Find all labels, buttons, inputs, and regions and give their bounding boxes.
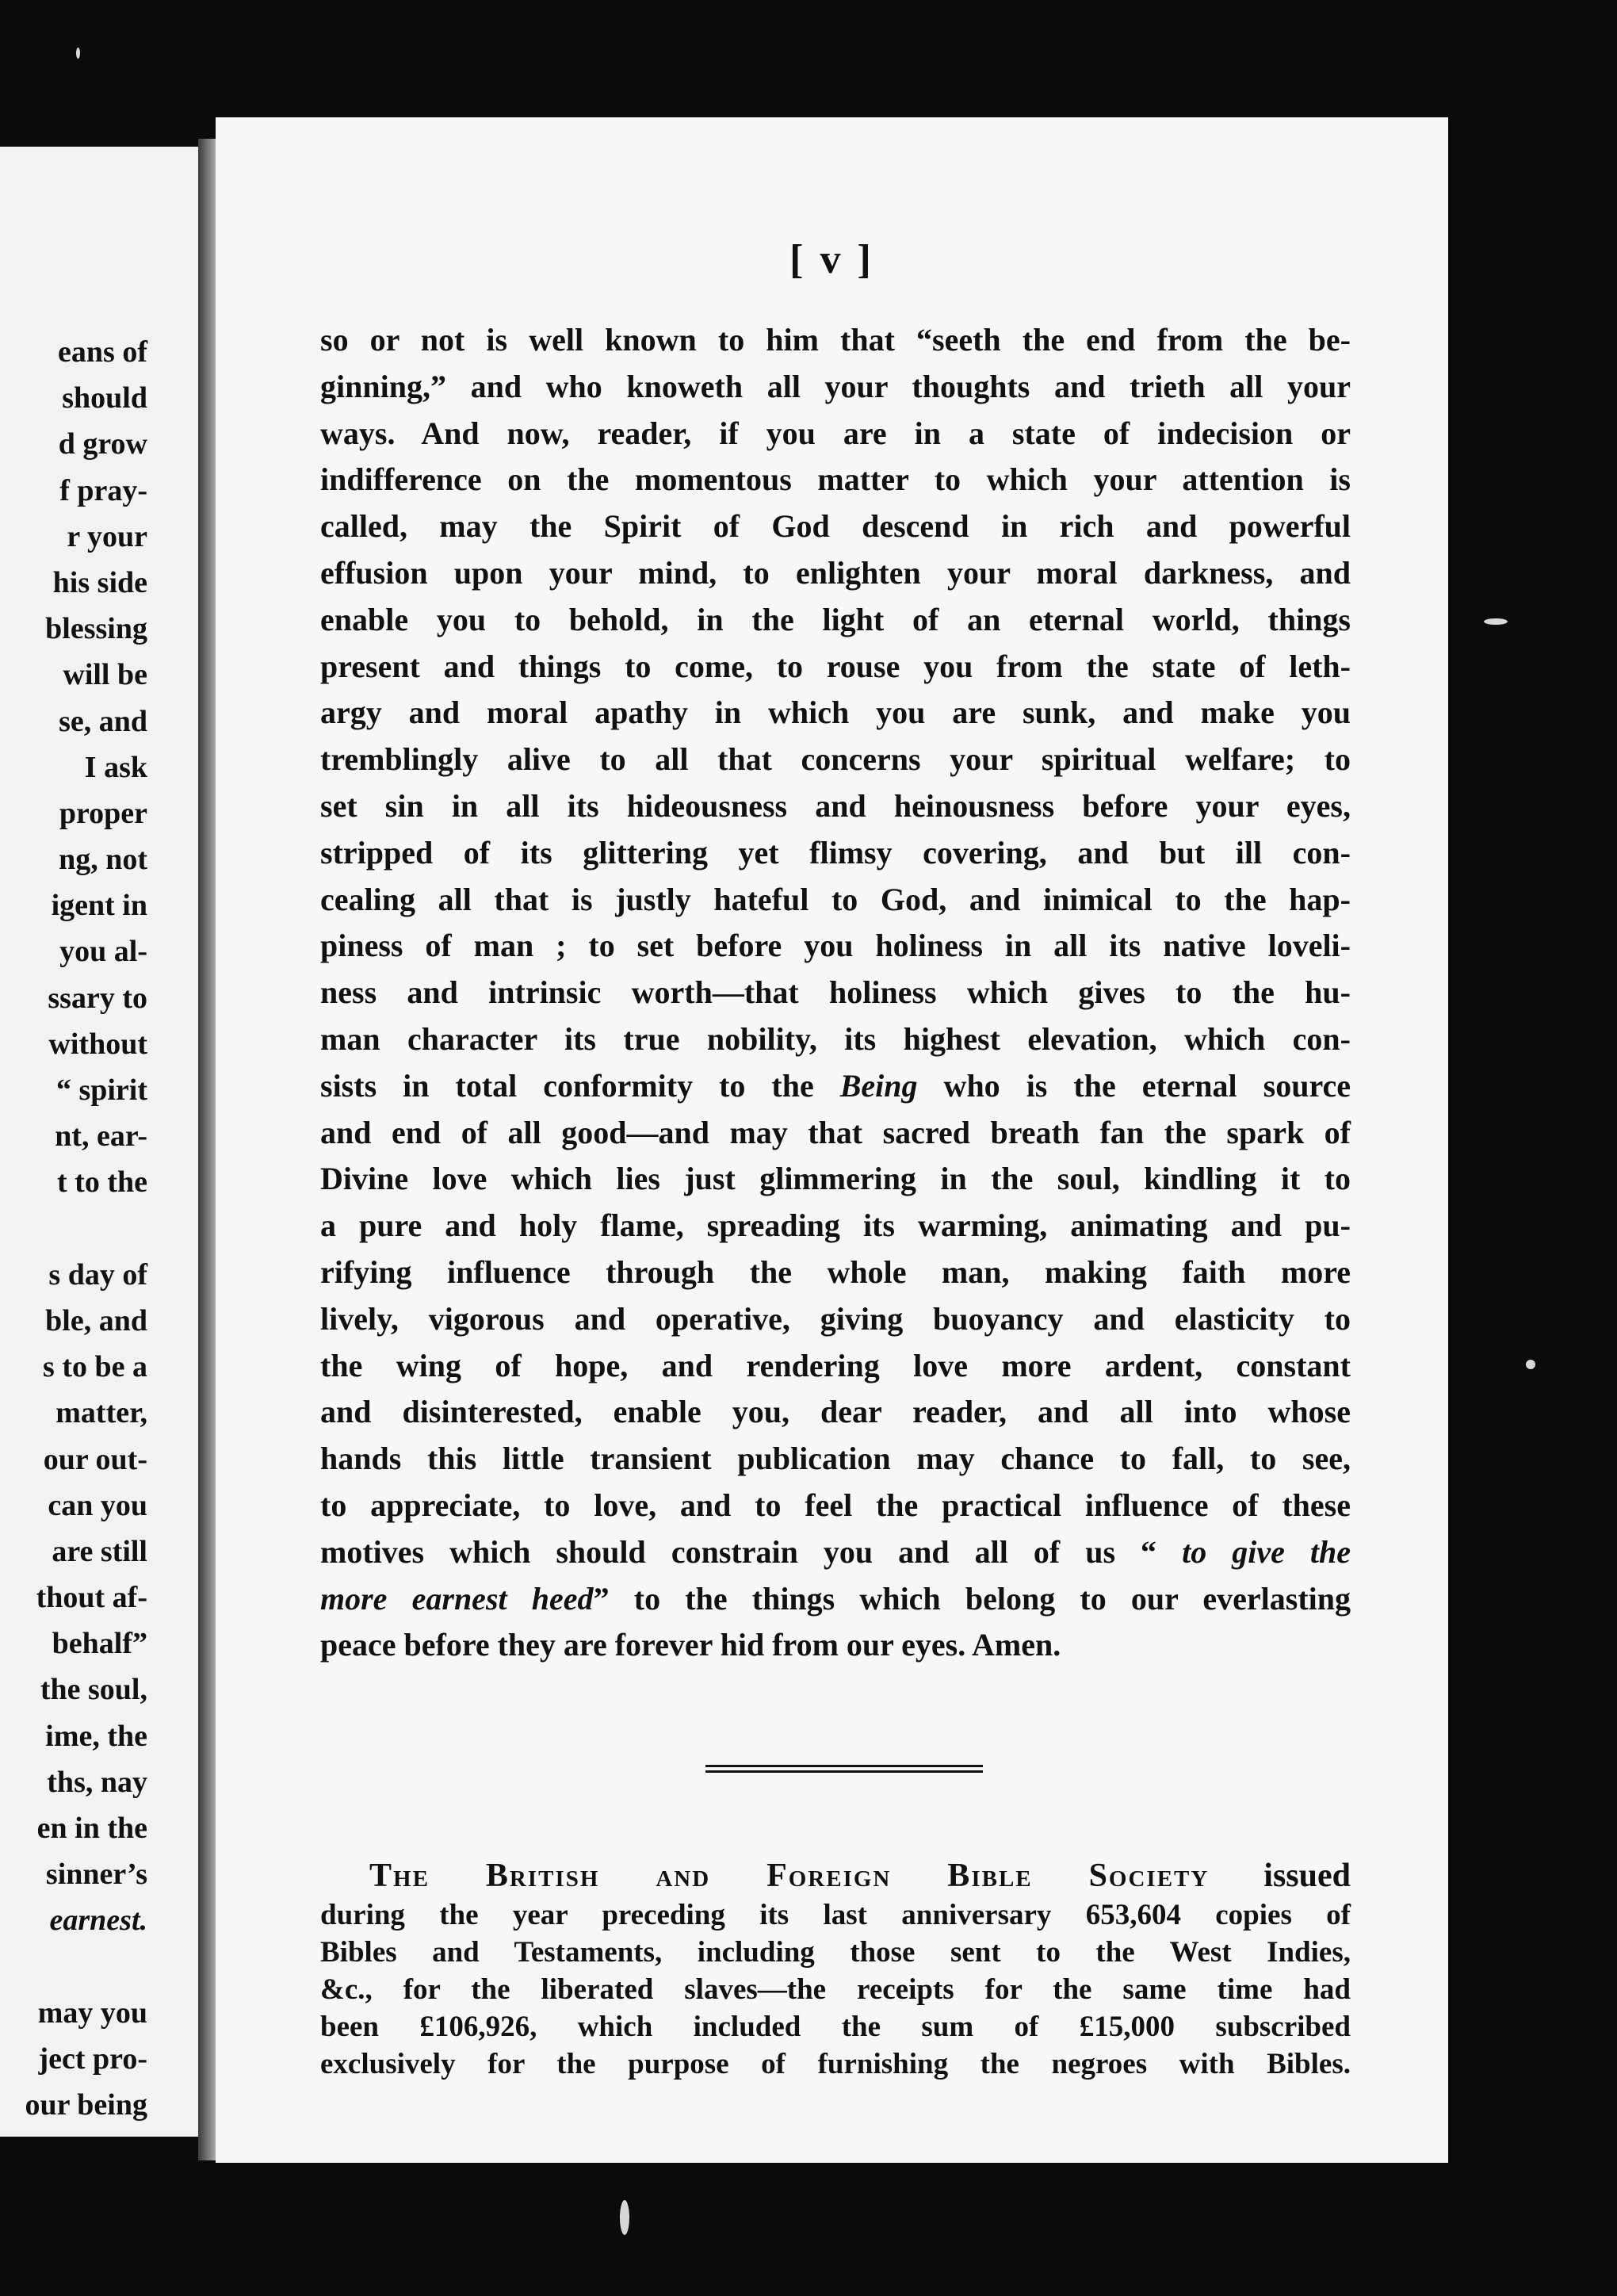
left-line: t to the (57, 1165, 147, 1200)
text-line: hands this little transient publication may chance to fall, to see, (320, 1441, 1351, 1477)
text-line: man character its true nobility, its highest elevation, which con- (320, 1020, 1351, 1057)
left-line: matter, (55, 1396, 147, 1430)
text-segment: who is the eternal source (917, 1067, 1351, 1104)
text-line: rifying influence through the whole man, making faith more (320, 1253, 1351, 1290)
dust-speck (76, 48, 80, 59)
text-segment: motives which should constrain you and all of us “ (320, 1533, 1183, 1570)
text-line: ness and intrinsic worth—that holiness which gives to the hu- (320, 974, 1351, 1011)
left-line-blank (0, 1944, 147, 1990)
page-number: [ v ] (789, 237, 874, 282)
text-line (320, 1063, 1351, 1110)
notice-line: Bibles and Testaments, including those sent to the West Indies, (320, 1936, 1351, 1969)
left-line: will be (63, 658, 147, 692)
notice-line: exclusively for the purpose of furnishing the negroes with Bibles. (320, 2048, 1351, 2080)
left-line: sinner’s (45, 1858, 147, 1892)
left-line: you al- (59, 935, 147, 969)
right-page (216, 117, 1448, 2163)
italic-segment: to give the (1182, 1533, 1351, 1570)
left-line: behalf” (52, 1627, 147, 1661)
left-line: ssary to (48, 981, 147, 1015)
left-line: should (62, 381, 147, 415)
text-line: cealing all that is justly hateful to God, and inimical to the hap- (320, 881, 1351, 917)
left-line: I ask (84, 750, 147, 784)
left-line: ject pro- (38, 2042, 147, 2076)
notice-line: been £106,926, which included the sum of £15,000 subscribed (320, 2011, 1351, 2043)
text-line: set sin in all its hideousness and heinousness before your eyes, (320, 787, 1351, 824)
body-text (320, 317, 1351, 1669)
text-line: lively, vigorous and operative, giving buoyancy and elasticity to (320, 1300, 1351, 1337)
left-line: may you (37, 1996, 147, 2030)
text-line: argy and moral apathy in which you are sunk, and make you (320, 695, 1351, 731)
left-line: can you (48, 1488, 147, 1522)
left-line: the soul, (40, 1673, 147, 1707)
left-page-fragment (0, 147, 198, 2137)
text-line: ginning,” and who knoweth all your thoughts and trieth all your (320, 368, 1351, 404)
text-line: ways. And now, reader, if you are in a state of indecision or (320, 415, 1351, 451)
left-line: ths, nay (47, 1765, 147, 1799)
left-line: s day of (48, 1257, 147, 1292)
italic-segment: more earnest heed (320, 1580, 594, 1617)
left-page-text (0, 329, 147, 2128)
text-line: and end of all good—and may that sacred breath fan the spark of (320, 1114, 1351, 1150)
left-line: s to be a (43, 1350, 147, 1384)
text-line: stripped of its glittering yet flimsy covering, and but ill con- (320, 834, 1351, 871)
notice-line: &c., for the liberated slaves—the receipts for the same time had (320, 1973, 1351, 2006)
left-line: without (48, 1027, 147, 1061)
notice-line: during the year preceding its last anniversary 653,604 copies of (320, 1899, 1351, 1931)
left-line: earnest. (49, 1904, 147, 1938)
text-line: a pure and holy flame, spreading its warming, animating and pu- (320, 1207, 1351, 1244)
left-line: are still (52, 1534, 147, 1568)
left-line: ble, and (45, 1303, 147, 1337)
text-line: tremblingly alive to all that concerns your spiritual welfare; to (320, 741, 1351, 778)
notice-line (320, 1855, 1351, 1896)
left-line: igent in (51, 889, 147, 923)
dust-speck (1484, 618, 1508, 625)
dust-speck (1526, 1360, 1535, 1369)
left-line: our out- (43, 1442, 147, 1476)
left-line: nt, ear- (55, 1119, 147, 1154)
text-line: Divine love which lies just glimmering in the soul, kindling it to (320, 1161, 1351, 1197)
left-line: thout af- (36, 1581, 147, 1615)
notice-title-rest: issued (1209, 1858, 1351, 1894)
left-line: ime, the (45, 1719, 147, 1753)
text-segment: sists in total conformity to the (320, 1067, 840, 1104)
text-line: called, may the Spirit of God descend in rich and powerful (320, 508, 1351, 545)
text-line: and disinterested, enable you, dear reader, and all into whose (320, 1394, 1351, 1430)
left-line: en in the (36, 1812, 147, 1845)
bible-society-notice (320, 1855, 1351, 2083)
left-line: d grow (58, 427, 147, 461)
left-line: “ spirit (55, 1073, 147, 1107)
left-line: r your (67, 519, 147, 553)
text-line: enable you to behold, in the light of an eternal world, things (320, 601, 1351, 637)
text-line (320, 1576, 1351, 1623)
text-line: piness of man ; to set before you holiness in all its native loveli- (320, 928, 1351, 964)
left-line: his side (52, 565, 147, 599)
italic-segment: Being (839, 1067, 918, 1104)
text-line-last: peace before they are forever hid from our eyes. Amen. (320, 1627, 1061, 1663)
text-line: so or not is well known to him that “seeth the end from the be- (320, 322, 1351, 358)
text-line (320, 1529, 1351, 1576)
left-line: our being (25, 2088, 147, 2122)
left-line: eans of (58, 335, 147, 369)
left-line: proper (59, 796, 147, 830)
section-divider (705, 1765, 983, 1773)
text-line: indifference on the momentous matter to which your attention is (320, 461, 1351, 498)
left-line: se, and (59, 704, 147, 738)
text-line: present and things to come, to rouse you from the state of leth- (320, 648, 1351, 684)
left-line-blank (0, 1206, 147, 1252)
text-line: effusion upon your mind, to enlighten your moral darkness, and (320, 554, 1351, 591)
text-line: to appreciate, to love, and to feel the practical influence of these (320, 1487, 1351, 1523)
left-line: ng, not (59, 843, 147, 877)
dust-speck (620, 2200, 629, 2235)
text-segment: ” to the things which belong to our everlasting (593, 1580, 1351, 1617)
left-line: f pray- (59, 473, 147, 507)
text-line: the wing of hope, and rendering love more ardent, constant (320, 1347, 1351, 1383)
left-line: blessing (45, 612, 147, 646)
notice-title: The British and Foreign Bible Society (369, 1858, 1210, 1894)
